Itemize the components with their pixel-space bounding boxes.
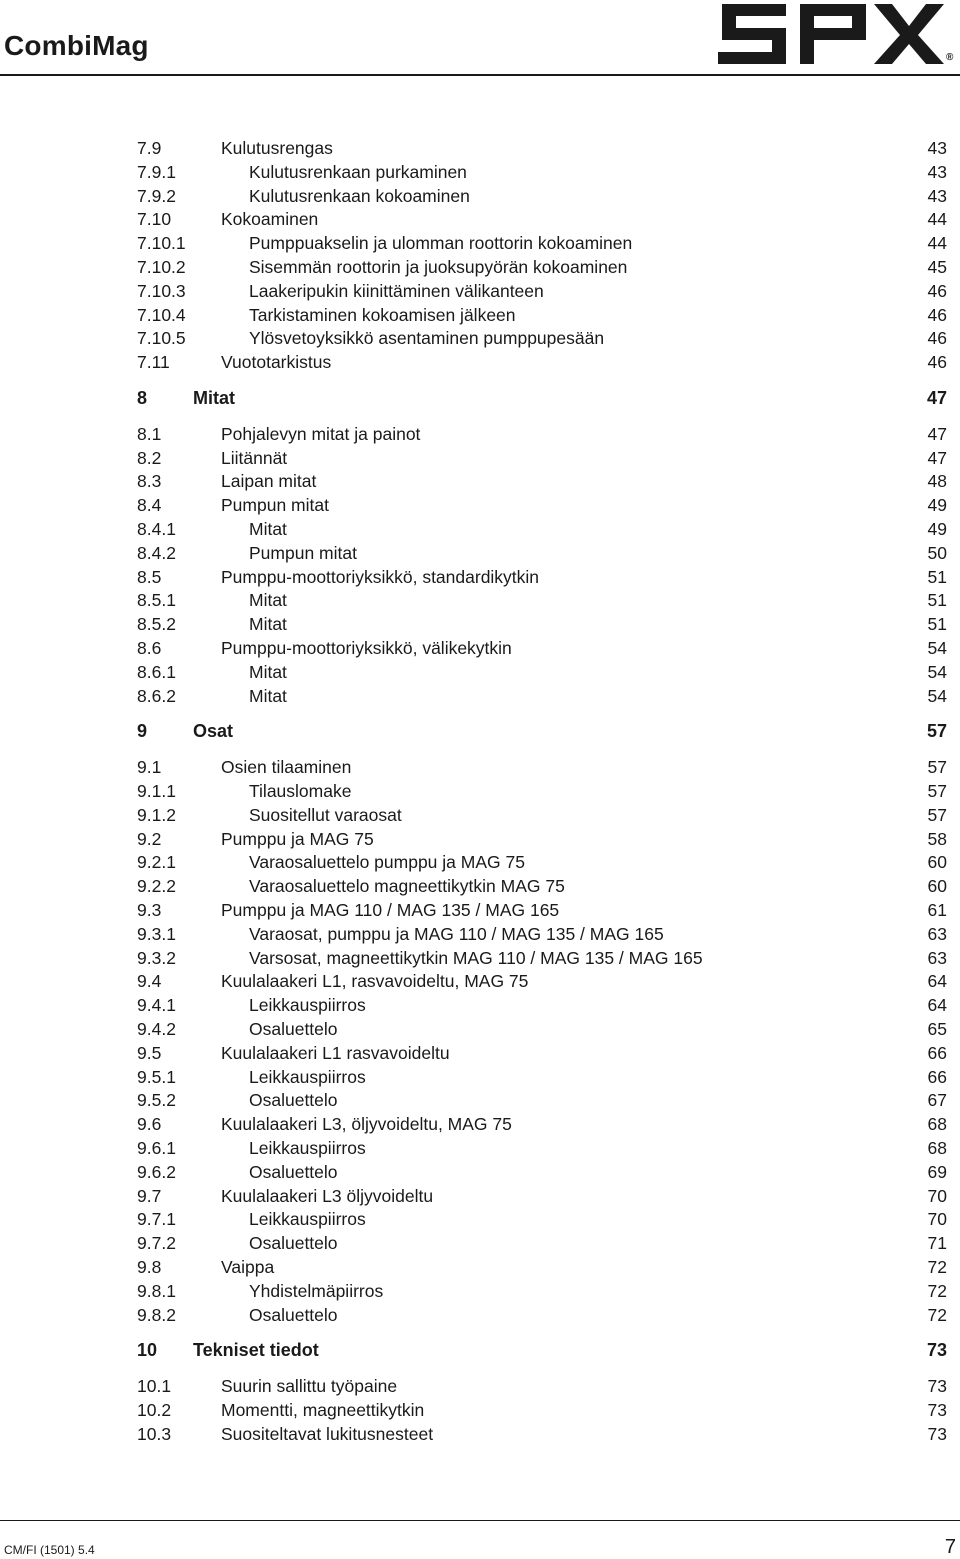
spx-logo xyxy=(716,2,948,71)
toc-entry-page: 58 xyxy=(927,828,947,849)
toc-entry-title: Kulutusrenkaan purkaminen xyxy=(249,161,467,182)
toc-entry-number: 9.8.2 xyxy=(137,1304,176,1325)
toc-entry[interactable] xyxy=(137,1398,947,1422)
toc-entry[interactable] xyxy=(137,1065,947,1089)
toc-entry-title: Kuulalaakeri L1, rasvavoideltu, MAG 75 xyxy=(221,971,529,992)
toc-entry-number: 8.4 xyxy=(137,495,162,516)
toc-entry[interactable] xyxy=(137,1041,947,1065)
toc-entry[interactable] xyxy=(137,1279,947,1303)
toc-entry[interactable] xyxy=(137,1255,947,1279)
toc-entry[interactable] xyxy=(137,326,947,350)
toc-entry-page: 54 xyxy=(927,661,947,682)
toc-entry-title: Tilauslomake xyxy=(249,781,352,801)
toc-entry-title: Leikkauspiirros xyxy=(249,1138,366,1158)
toc-entry-number: 8.1 xyxy=(137,423,162,444)
toc-entry-number: 8.6.2 xyxy=(137,685,176,706)
toc-entry-title: Leikkauspiirros xyxy=(249,1209,366,1230)
toc-entry-title: Mitat xyxy=(249,685,287,706)
toc-entry-title: Mitat xyxy=(193,388,235,408)
toc-entry-page: 64 xyxy=(927,995,947,1016)
toc-entry-page: 73 xyxy=(927,1423,947,1444)
toc-entry-title: Ylösvetoyksikkö asentaminen pumppupesään xyxy=(249,328,605,349)
toc-entry-title: Varaosat, pumppu ja MAG 110 / MAG 135 / MAG 165 xyxy=(249,923,664,944)
toc-entry-page: 46 xyxy=(927,304,947,325)
document-title: CombiMag xyxy=(4,30,149,61)
toc-entry-number: 7.10.4 xyxy=(137,304,186,325)
toc-entry-page: 61 xyxy=(927,900,947,920)
toc-entry-title: Sisemmän roottorin ja juoksupyörän kokoaminen xyxy=(249,257,628,277)
toc-entry-page: 60 xyxy=(927,876,947,897)
toc-entry[interactable] xyxy=(137,422,947,446)
toc-entry-title: Kuulalaakeri L3 öljyvoideltu xyxy=(221,1185,434,1206)
toc-entry-number: 9.7.2 xyxy=(137,1233,176,1254)
toc-entry-title: Liitännät xyxy=(221,447,288,468)
toc-entry-title: Vuototarkistus xyxy=(221,352,332,373)
toc-entry-title: Leikkauspiirros xyxy=(249,1066,366,1087)
document-code: CM/FI (1501) 5.4 xyxy=(4,1543,95,1557)
toc-entry-page: 49 xyxy=(927,495,947,516)
toc-entry-title: Osaluettelo xyxy=(249,1090,338,1111)
toc-entry-number: 9.3.2 xyxy=(137,947,176,968)
toc-entry-number: 9.2.1 xyxy=(137,852,176,873)
toc-entry-title: Tekniset tiedot xyxy=(193,1340,319,1361)
toc-entry-number: 7.9 xyxy=(137,138,162,158)
toc-entry[interactable] xyxy=(137,1303,947,1327)
toc-entry-number: 8.5.1 xyxy=(137,590,176,611)
toc-entry[interactable] xyxy=(137,1207,947,1231)
toc-entry[interactable] xyxy=(137,993,947,1017)
toc-entry-title: Osaluettelo xyxy=(249,1233,338,1254)
toc-entry[interactable] xyxy=(137,184,947,208)
toc-entry[interactable] xyxy=(137,636,947,660)
toc-entry-title: Osat xyxy=(193,721,234,742)
toc-entry[interactable] xyxy=(137,1231,947,1255)
toc-entry[interactable] xyxy=(137,255,947,279)
toc-entry-title: Kuulalaakeri L1 rasvavoideltu xyxy=(221,1042,450,1063)
toc-entry-page: 57 xyxy=(927,804,947,825)
toc-entry[interactable] xyxy=(137,922,947,946)
toc-entry-page: 63 xyxy=(927,947,947,968)
toc-entry-page: 51 xyxy=(927,614,947,635)
toc-entry[interactable] xyxy=(137,850,947,874)
toc-entry-page: 43 xyxy=(927,138,947,158)
toc-entry-number: 9.6 xyxy=(137,1114,162,1135)
toc-entry-title: Mitat xyxy=(249,590,287,611)
toc-entry-title: Varaosaluettelo pumppu ja MAG 75 xyxy=(249,852,525,873)
toc-entry-number: 9.5.2 xyxy=(137,1090,176,1111)
toc-entry-page: 64 xyxy=(927,971,947,992)
toc-entry-title: Suurin sallittu työpaine xyxy=(221,1376,398,1397)
toc-entry-page: 51 xyxy=(927,566,947,587)
toc-entry-number: 9.1.1 xyxy=(137,781,176,801)
registered-mark: ® xyxy=(946,52,954,63)
toc-entry[interactable] xyxy=(137,565,947,589)
toc-entry-page: 70 xyxy=(927,1209,947,1230)
toc-entry-number: 9.5.1 xyxy=(137,1066,176,1087)
toc-entry-number: 7.9.1 xyxy=(137,161,176,182)
toc-entry-title: Pohjalevyn mitat ja painot xyxy=(221,423,421,444)
toc-entry-page: 51 xyxy=(927,590,947,611)
toc-entry-number: 7.10.1 xyxy=(137,233,186,254)
toc-entry-page: 68 xyxy=(927,1114,947,1135)
toc-entry-number: 7.11 xyxy=(137,352,170,373)
toc-entry-page: 46 xyxy=(927,328,947,349)
footer-divider xyxy=(0,1520,960,1521)
toc-entry-page: 69 xyxy=(927,1161,947,1182)
toc-entry-page: 44 xyxy=(927,233,947,254)
toc-entry[interactable] xyxy=(137,303,947,327)
toc-entry[interactable] xyxy=(137,755,947,779)
toc-entry[interactable] xyxy=(137,469,947,493)
toc-entry[interactable] xyxy=(137,660,947,684)
toc-entry-title: Laipan mitat xyxy=(221,471,317,492)
toc-entry-number: 9.8.1 xyxy=(137,1280,176,1301)
toc-entry-page: 47 xyxy=(927,423,947,444)
toc-entry[interactable] xyxy=(137,1374,947,1398)
toc-entry-title: Laakeripukin kiinittäminen välikanteen xyxy=(249,280,544,301)
toc-entry-page: 46 xyxy=(927,352,947,373)
toc-chapter-entry[interactable] xyxy=(137,386,947,410)
toc-entry-title: Pumpun mitat xyxy=(249,542,357,563)
toc-entry-title: Varaosaluettelo magneettikytkin MAG 75 xyxy=(249,876,565,897)
toc-entry-title: Kokoaminen xyxy=(221,209,319,230)
toc-entry-number: 9.4 xyxy=(137,971,162,992)
toc-entry-page: 60 xyxy=(927,852,947,873)
toc-entry[interactable] xyxy=(137,160,947,184)
toc-entry-page: 57 xyxy=(926,721,947,742)
toc-entry-number: 9.7.1 xyxy=(137,1209,176,1230)
toc-entry[interactable] xyxy=(137,1184,947,1208)
toc-entry-page: 45 xyxy=(927,257,947,277)
toc-entry-number: 10 xyxy=(137,1340,158,1361)
toc-entry[interactable] xyxy=(137,1160,947,1184)
toc-entry-title: Kulutusrengas xyxy=(221,138,333,158)
toc-entry-page: 73 xyxy=(926,1340,947,1361)
toc-entry[interactable] xyxy=(137,493,947,517)
toc-entry-number: 9.6.1 xyxy=(137,1138,176,1158)
toc-entry-number: 9.5 xyxy=(137,1042,162,1063)
toc-chapter-entry[interactable] xyxy=(137,1338,947,1362)
toc-entry-title: Tarkistaminen kokoamisen jälkeen xyxy=(249,304,516,325)
toc-entry-number: 9.2 xyxy=(137,828,162,849)
toc-entry-page: 73 xyxy=(927,1400,947,1420)
toc-entry-page: 50 xyxy=(927,542,947,563)
toc-entry[interactable] xyxy=(137,874,947,898)
toc-entry-title: Mitat xyxy=(249,614,287,635)
toc-entry-number: 9.2.2 xyxy=(137,876,176,897)
toc-entry-title: Kulutusrenkaan kokoaminen xyxy=(249,185,470,206)
toc-entry-number: 8.2 xyxy=(137,447,162,468)
toc-entry-page: 49 xyxy=(927,519,947,539)
toc-entry-title: Leikkauspiirros xyxy=(249,995,366,1016)
toc-entry-title: Osaluettelo xyxy=(249,1304,338,1325)
toc-entry[interactable] xyxy=(137,541,947,565)
toc-entry-page: 70 xyxy=(927,1185,947,1206)
toc-entry[interactable] xyxy=(137,779,947,803)
toc-entry-title: Pumppu-moottoriyksikkö, standardikytkin xyxy=(221,566,540,587)
toc-entry-number: 8.5 xyxy=(137,566,162,587)
toc-entry[interactable] xyxy=(137,1136,947,1160)
toc-entry-number: 9.1 xyxy=(137,757,162,778)
toc-entry[interactable] xyxy=(137,446,947,470)
toc-entry-title: Pumpun mitat xyxy=(221,495,329,516)
toc-entry-page: 68 xyxy=(927,1138,947,1158)
header-divider xyxy=(0,74,960,76)
toc-entry-page: 46 xyxy=(927,280,947,301)
toc-entry-title: Pumppuakselin ja ulomman roottorin kokoaminen xyxy=(249,233,633,254)
toc-entry-title: Suositeltavat lukitusnesteet xyxy=(221,1423,434,1444)
toc-entry-number: 9.3.1 xyxy=(137,923,176,944)
toc-entry-page: 71 xyxy=(927,1233,947,1254)
toc-entry-page: 66 xyxy=(927,1042,947,1063)
toc-chapter-entry[interactable] xyxy=(137,719,947,743)
toc-entry-page: 63 xyxy=(927,923,947,944)
toc-entry-title: Suositellut varaosat xyxy=(249,804,402,825)
toc-entry-title: Osaluettelo xyxy=(249,1019,338,1039)
toc-entry[interactable] xyxy=(137,517,947,541)
page-number: 7 xyxy=(944,1536,956,1558)
toc-entry[interactable] xyxy=(137,827,947,851)
toc-entry-page: 66 xyxy=(927,1066,947,1087)
toc-entry-page: 54 xyxy=(927,638,947,658)
toc-entry-title: Mitat xyxy=(249,661,287,682)
toc-entry[interactable] xyxy=(137,612,947,636)
toc-entry-page: 47 xyxy=(926,388,947,408)
toc-entry-number: 8.5.2 xyxy=(137,614,176,635)
toc-entry-number: 9.4.2 xyxy=(137,1019,176,1039)
toc-entry[interactable] xyxy=(137,588,947,612)
toc-entry-page: 43 xyxy=(927,185,947,206)
toc-entry-number: 8.3 xyxy=(137,471,162,492)
toc-entry-number: 9.3 xyxy=(137,900,162,920)
toc-entry-number: 8.6 xyxy=(137,638,162,658)
toc-entry-page: 57 xyxy=(927,781,947,801)
toc-entry[interactable] xyxy=(137,898,947,922)
toc-entry-number: 9.1.2 xyxy=(137,804,176,825)
toc-entry-page: 57 xyxy=(927,757,947,778)
toc-entry-number: 9.7 xyxy=(137,1185,162,1206)
toc-entry[interactable] xyxy=(137,350,947,374)
toc-entry-title: Varsosat, magneettikytkin MAG 110 / MAG 135 / MAG 165 xyxy=(249,947,703,968)
toc-entry-page: 43 xyxy=(927,161,947,182)
toc-entry-page: 44 xyxy=(927,209,947,230)
toc-entry[interactable] xyxy=(137,803,947,827)
toc-entry-page: 72 xyxy=(927,1304,947,1325)
toc-entry-title: Pumppu-moottoriyksikkö, välikekytkin xyxy=(221,638,512,658)
toc-entry[interactable] xyxy=(137,136,947,160)
toc-entry[interactable] xyxy=(137,1422,947,1446)
toc-entry-number: 7.9.2 xyxy=(137,185,176,206)
toc-entry-number: 10.1 xyxy=(137,1376,172,1397)
toc-entry-page: 72 xyxy=(927,1280,947,1301)
toc-entry-title: Osien tilaaminen xyxy=(221,757,352,778)
toc-entry-title: Pumppu ja MAG 75 xyxy=(221,828,374,849)
toc-entry-title: Yhdistelmäpiirros xyxy=(249,1280,384,1301)
toc-entry[interactable] xyxy=(137,1112,947,1136)
toc-entry-page: 67 xyxy=(927,1090,947,1111)
toc-entry-page: 72 xyxy=(927,1257,947,1277)
toc-entry-number: 8.6.1 xyxy=(137,661,176,682)
toc-entry-page: 48 xyxy=(927,471,947,492)
toc-entry[interactable] xyxy=(137,969,947,993)
toc-entry-number: 7.10.2 xyxy=(137,257,186,277)
toc-entry-number: 9 xyxy=(137,721,148,742)
toc-entry-number: 9.6.2 xyxy=(137,1161,176,1182)
toc-entry[interactable] xyxy=(137,1017,947,1041)
toc-entry-number: 10.3 xyxy=(137,1423,172,1444)
toc-entry-title: Pumppu ja MAG 110 / MAG 135 / MAG 165 xyxy=(221,900,560,920)
toc-entry[interactable] xyxy=(137,279,947,303)
toc-entry[interactable] xyxy=(137,946,947,970)
toc-entry-page: 47 xyxy=(927,447,947,468)
toc-entry-number: 7.10.5 xyxy=(137,328,186,349)
toc-entry-number: 8.4.2 xyxy=(137,542,176,563)
toc-entry-title: Kuulalaakeri L3, öljyvoideltu, MAG 75 xyxy=(221,1114,512,1135)
toc-entry-page: 54 xyxy=(927,685,947,706)
toc-entry-page: 73 xyxy=(927,1376,947,1397)
toc-entry-number: 7.10 xyxy=(137,209,172,230)
toc-entry-number: 7.10.3 xyxy=(137,280,186,301)
toc-entry-title: Osaluettelo xyxy=(249,1161,338,1182)
toc-entry-number: 8 xyxy=(137,388,148,408)
toc-entry-number: 9.8 xyxy=(137,1257,162,1277)
toc-entry-page: 65 xyxy=(927,1019,947,1039)
toc-entry[interactable] xyxy=(137,1088,947,1112)
toc-entry[interactable] xyxy=(137,231,947,255)
toc-entry-number: 10.2 xyxy=(137,1400,172,1420)
toc-entry-number: 9.4.1 xyxy=(137,995,176,1016)
toc-entry-number: 8.4.1 xyxy=(137,519,176,539)
toc-entry-title: Momentti, magneettikytkin xyxy=(221,1400,425,1420)
toc-entry[interactable] xyxy=(137,207,947,231)
toc-entry[interactable] xyxy=(137,684,947,708)
toc-entry-title: Mitat xyxy=(249,519,287,539)
toc-entry-title: Vaippa xyxy=(221,1257,275,1277)
